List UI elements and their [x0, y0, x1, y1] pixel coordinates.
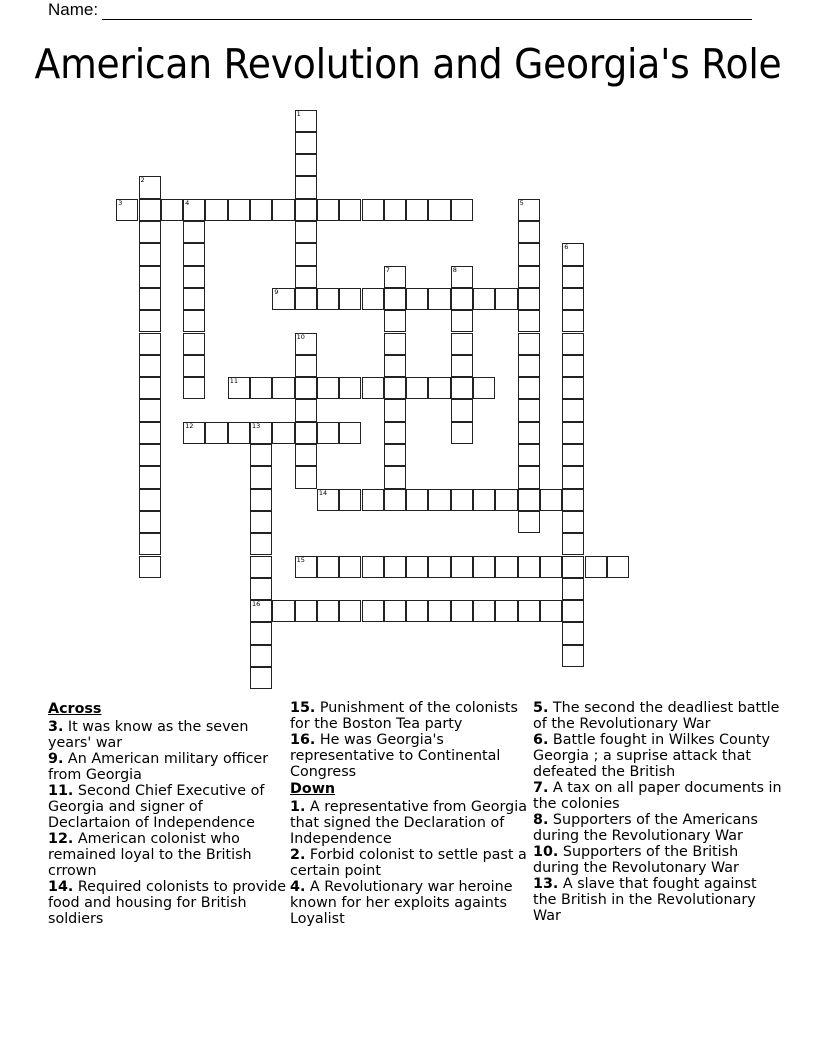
clue-item — [533, 700, 783, 732]
grid-cell[interactable] — [183, 243, 205, 265]
grid-cell[interactable] — [562, 377, 584, 399]
grid-cell[interactable] — [295, 266, 317, 288]
clue-number: 2 — [140, 176, 145, 185]
grid-cell[interactable] — [384, 355, 406, 377]
clue-number: 5. — [533, 700, 549, 716]
clue-number: 6. — [533, 732, 549, 748]
clue-text: A Revolutionary war heroine known for her exploits againts Loyalist — [290, 879, 513, 927]
grid-cell[interactable] — [250, 645, 272, 667]
clue-item — [48, 831, 288, 879]
grid-cell[interactable] — [384, 444, 406, 466]
grid-cell[interactable] — [362, 288, 384, 310]
clue-number: 2. — [290, 847, 306, 863]
grid-cell[interactable] — [518, 266, 540, 288]
clue-item — [48, 783, 288, 831]
grid-cell[interactable] — [250, 444, 272, 466]
grid-cell[interactable] — [139, 399, 161, 421]
clue-column-3 — [533, 700, 783, 924]
grid-cell[interactable] — [585, 556, 607, 578]
grid-cell[interactable] — [406, 377, 428, 399]
grid-cell[interactable] — [384, 556, 406, 578]
clue-number: 16 — [252, 600, 261, 609]
grid-cell[interactable] — [384, 333, 406, 355]
grid-cell[interactable] — [183, 422, 205, 444]
grid-cell[interactable] — [562, 333, 584, 355]
grid-cell[interactable] — [250, 667, 272, 689]
grid-cell[interactable] — [384, 489, 406, 511]
grid-cell[interactable] — [295, 399, 317, 421]
grid-cell[interactable] — [139, 422, 161, 444]
grid-cell[interactable] — [562, 288, 584, 310]
grid-cell[interactable] — [518, 288, 540, 310]
down-clues-b — [533, 700, 783, 924]
grid-cell[interactable] — [562, 266, 584, 288]
grid-cell[interactable] — [339, 377, 361, 399]
clue-number: 10. — [533, 844, 559, 860]
clue-number: 7. — [533, 780, 549, 796]
grid-cell[interactable] — [518, 310, 540, 332]
grid-cell[interactable] — [183, 377, 205, 399]
grid-cell[interactable] — [139, 221, 161, 243]
grid-cell[interactable] — [250, 466, 272, 488]
grid-cell[interactable] — [139, 489, 161, 511]
clue-text: Supporters of the British during the Revolutonary War — [533, 844, 739, 876]
clue-number: 12 — [185, 421, 194, 430]
grid-cell[interactable] — [562, 578, 584, 600]
grid-cell[interactable] — [250, 600, 272, 622]
grid-cell[interactable] — [384, 399, 406, 421]
grid-cell[interactable] — [183, 355, 205, 377]
grid-cell[interactable] — [428, 199, 450, 221]
clue-item — [290, 700, 530, 732]
clue-number: 3 — [118, 198, 123, 207]
grid-cell[interactable] — [317, 556, 339, 578]
grid-cell[interactable] — [317, 422, 339, 444]
grid-cell[interactable] — [384, 466, 406, 488]
clue-text: Second Chief Executive of Georgia and signer of Declartaion of Independence — [48, 783, 265, 831]
grid-cell[interactable] — [183, 333, 205, 355]
grid-cell[interactable] — [183, 310, 205, 332]
grid-cell[interactable] — [451, 310, 473, 332]
grid-cell[interactable] — [139, 533, 161, 555]
clue-item — [48, 719, 288, 751]
clue-item — [290, 732, 530, 780]
grid-cell[interactable] — [272, 377, 294, 399]
grid-cell[interactable] — [518, 422, 540, 444]
grid-cell[interactable] — [250, 578, 272, 600]
clue-number: 12. — [48, 831, 74, 847]
clue-text: Forbid colonist to settle past a certain point — [290, 847, 527, 879]
grid-cell[interactable] — [451, 355, 473, 377]
grid-cell[interactable] — [428, 600, 450, 622]
grid-cell[interactable] — [384, 310, 406, 332]
grid-cell[interactable] — [339, 288, 361, 310]
grid-cell[interactable] — [451, 288, 473, 310]
grid-cell[interactable] — [540, 489, 562, 511]
grid-cell[interactable] — [406, 600, 428, 622]
grid-cell[interactable] — [228, 199, 250, 221]
clue-item — [48, 751, 288, 783]
grid-cell[interactable] — [562, 511, 584, 533]
clue-column-1 — [48, 700, 288, 927]
grid-cell[interactable] — [272, 199, 294, 221]
clue-number: 11. — [48, 783, 74, 799]
clue-number: 14. — [48, 879, 74, 895]
clue-number: 16. — [290, 732, 316, 748]
grid-cell[interactable] — [451, 489, 473, 511]
clue-number: 1. — [290, 799, 306, 815]
grid-cell[interactable] — [562, 622, 584, 644]
grid-cell[interactable] — [295, 243, 317, 265]
grid-cell[interactable] — [406, 489, 428, 511]
grid-cell[interactable] — [562, 399, 584, 421]
grid-cell[interactable] — [339, 489, 361, 511]
grid-cell[interactable] — [250, 556, 272, 578]
clue-text: Supporters of the Americans during the Revolutionary War — [533, 812, 758, 844]
grid-cell[interactable] — [384, 266, 406, 288]
grid-cell[interactable] — [518, 489, 540, 511]
clue-number: 5 — [519, 198, 524, 207]
clue-item — [290, 799, 530, 847]
grid-cell[interactable] — [518, 355, 540, 377]
grid-cell[interactable] — [250, 622, 272, 644]
grid-cell[interactable] — [384, 600, 406, 622]
clue-number: 15 — [296, 555, 305, 564]
grid-cell[interactable] — [428, 556, 450, 578]
grid-cell[interactable] — [272, 422, 294, 444]
grid-cell[interactable] — [518, 466, 540, 488]
grid-cell[interactable] — [228, 377, 250, 399]
clue-number: 10 — [296, 332, 305, 341]
grid-cell[interactable] — [562, 466, 584, 488]
clue-item — [533, 732, 783, 780]
grid-cell[interactable] — [384, 422, 406, 444]
grid-cell[interactable] — [250, 489, 272, 511]
grid-cell[interactable] — [228, 422, 250, 444]
down-heading: Down — [290, 781, 336, 797]
grid-cell[interactable] — [562, 645, 584, 667]
grid-cell[interactable] — [183, 199, 205, 221]
grid-cell[interactable] — [205, 199, 227, 221]
grid-cell[interactable] — [384, 199, 406, 221]
grid-cell[interactable] — [384, 288, 406, 310]
grid-cell[interactable] — [295, 333, 317, 355]
grid-cell[interactable] — [473, 489, 495, 511]
grid-cell[interactable] — [518, 243, 540, 265]
grid-cell[interactable] — [139, 466, 161, 488]
grid-cell[interactable] — [295, 132, 317, 154]
grid-cell[interactable] — [362, 600, 384, 622]
grid-cell[interactable] — [339, 556, 361, 578]
grid-cell[interactable] — [139, 199, 161, 221]
grid-cell[interactable] — [295, 221, 317, 243]
grid-cell[interactable] — [317, 600, 339, 622]
grid-cell[interactable] — [518, 511, 540, 533]
grid-cell[interactable] — [139, 310, 161, 332]
grid-cell[interactable] — [495, 288, 517, 310]
clue-item — [533, 876, 783, 924]
clue-number: 13 — [252, 421, 261, 430]
grid-cell[interactable] — [518, 221, 540, 243]
clue-item — [48, 879, 288, 927]
grid-cell[interactable] — [562, 310, 584, 332]
grid-cell[interactable] — [562, 355, 584, 377]
clue-text: A slave that fought against the British in the Revolutionary War — [533, 876, 757, 924]
down-clues-a — [290, 799, 530, 927]
grid-cell[interactable] — [295, 444, 317, 466]
grid-cell[interactable] — [205, 422, 227, 444]
clue-text: It was know as the seven years' war — [48, 719, 249, 751]
grid-cell[interactable] — [139, 444, 161, 466]
clue-item — [533, 780, 783, 812]
grid-cell[interactable] — [451, 422, 473, 444]
grid-cell[interactable] — [317, 288, 339, 310]
grid-cell[interactable] — [339, 422, 361, 444]
grid-cell[interactable] — [451, 199, 473, 221]
clue-column-2 — [290, 700, 530, 927]
grid-cell[interactable] — [139, 243, 161, 265]
grid-cell[interactable] — [428, 489, 450, 511]
grid-cell[interactable] — [161, 199, 183, 221]
clue-text: Punishment of the colonists for the Boston Tea party — [290, 700, 518, 732]
grid-cell[interactable] — [495, 489, 517, 511]
grid-cell[interactable] — [295, 556, 317, 578]
grid-cell[interactable] — [139, 355, 161, 377]
clue-number: 8 — [452, 265, 457, 274]
grid-cell[interactable] — [250, 511, 272, 533]
grid-cell[interactable] — [339, 600, 361, 622]
grid-cell[interactable] — [562, 489, 584, 511]
grid-cell[interactable] — [362, 556, 384, 578]
clue-text: A representative from Georgia that signed the Declaration of Independence — [290, 799, 527, 847]
grid-cell[interactable] — [562, 533, 584, 555]
clue-item — [533, 844, 783, 876]
grid-cell[interactable] — [295, 422, 317, 444]
grid-cell[interactable] — [295, 377, 317, 399]
grid-cell[interactable] — [451, 600, 473, 622]
grid-cell[interactable] — [451, 266, 473, 288]
grid-cell[interactable] — [562, 444, 584, 466]
grid-cell[interactable] — [250, 422, 272, 444]
grid-cell[interactable] — [295, 154, 317, 176]
grid-cell[interactable] — [518, 600, 540, 622]
grid-cell[interactable] — [295, 110, 317, 132]
grid-cell[interactable] — [518, 333, 540, 355]
across-clues-b — [290, 700, 530, 780]
clue-number: 3. — [48, 719, 64, 735]
grid-cell[interactable] — [495, 556, 517, 578]
grid-cell[interactable] — [139, 333, 161, 355]
grid-cell[interactable] — [295, 600, 317, 622]
grid-cell[interactable] — [428, 377, 450, 399]
grid-cell[interactable] — [116, 199, 138, 221]
grid-cell[interactable] — [362, 377, 384, 399]
grid-cell[interactable] — [295, 288, 317, 310]
grid-cell[interactable] — [451, 377, 473, 399]
grid-cell[interactable] — [317, 489, 339, 511]
clue-number: 8. — [533, 812, 549, 828]
grid-cell[interactable] — [139, 377, 161, 399]
clue-number: 13. — [533, 876, 559, 892]
grid-cell[interactable] — [139, 176, 161, 198]
across-heading: Across — [48, 701, 102, 717]
clue-number: 1 — [296, 109, 301, 118]
grid-cell[interactable] — [540, 600, 562, 622]
clue-number: 9 — [274, 287, 279, 296]
grid-cell[interactable] — [295, 176, 317, 198]
grid-cell[interactable] — [272, 600, 294, 622]
page-title: American Revolution and Georgia's Role — [34, 40, 782, 88]
grid-cell[interactable] — [183, 288, 205, 310]
clue-number: 14 — [318, 488, 328, 497]
across-clues-a — [48, 719, 288, 927]
grid-cell[interactable] — [540, 556, 562, 578]
grid-cell[interactable] — [451, 556, 473, 578]
clue-text: American colonist who remained loyal to the British crrown — [48, 831, 252, 879]
clue-text: The second the deadliest battle of the Revolutionary War — [533, 700, 780, 732]
grid-cell[interactable] — [562, 422, 584, 444]
clue-item — [290, 847, 530, 879]
grid-cell[interactable] — [518, 377, 540, 399]
grid-cell[interactable] — [139, 288, 161, 310]
grid-cell[interactable] — [139, 556, 161, 578]
clue-text: An American military officer from Georgia — [48, 751, 269, 783]
grid-cell[interactable] — [250, 377, 272, 399]
grid-cell[interactable] — [317, 377, 339, 399]
grid-cell[interactable] — [428, 288, 450, 310]
grid-cell[interactable] — [473, 556, 495, 578]
grid-cell[interactable] — [362, 199, 384, 221]
grid-cell[interactable] — [139, 511, 161, 533]
name-label: Name: — [48, 0, 99, 19]
grid-cell[interactable] — [183, 266, 205, 288]
grid-cell[interactable] — [295, 199, 317, 221]
grid-cell[interactable] — [317, 199, 339, 221]
clue-text: He was Georgia's representative to Continental Congress — [290, 732, 501, 780]
grid-cell[interactable] — [562, 243, 584, 265]
clue-number: 4. — [290, 879, 306, 895]
grid-cell[interactable] — [406, 288, 428, 310]
grid-cell[interactable] — [406, 556, 428, 578]
grid-cell[interactable] — [250, 199, 272, 221]
grid-cell[interactable] — [562, 556, 584, 578]
grid-cell[interactable] — [250, 533, 272, 555]
grid-cell[interactable] — [518, 556, 540, 578]
grid-cell[interactable] — [473, 288, 495, 310]
grid-cell[interactable] — [362, 489, 384, 511]
grid-cell[interactable] — [473, 600, 495, 622]
grid-cell[interactable] — [295, 355, 317, 377]
clue-text: Battle fought in Wilkes County Georgia ; a suprise attack that defeated the British — [533, 732, 770, 780]
grid-cell[interactable] — [339, 199, 361, 221]
clue-number: 11 — [229, 377, 238, 386]
grid-cell[interactable] — [495, 600, 517, 622]
clue-text: Required colonists to provide food and housing for British soldiers — [48, 879, 287, 927]
clue-item — [290, 879, 530, 927]
clue-number: 6 — [564, 243, 569, 252]
grid-cell[interactable] — [473, 377, 495, 399]
grid-cell[interactable] — [451, 399, 473, 421]
clue-number: 9. — [48, 751, 64, 767]
grid-cell[interactable] — [518, 444, 540, 466]
grid-cell[interactable] — [295, 466, 317, 488]
grid-cell[interactable] — [183, 221, 205, 243]
grid-cell[interactable] — [451, 333, 473, 355]
grid-cell[interactable] — [406, 199, 428, 221]
grid-cell[interactable] — [384, 377, 406, 399]
clue-item — [533, 812, 783, 844]
grid-cell[interactable] — [607, 556, 629, 578]
grid-cell[interactable] — [272, 288, 294, 310]
clue-number: 15. — [290, 700, 316, 716]
clue-text: A tax on all paper documents in the colonies — [533, 780, 782, 812]
clue-number: 4 — [185, 198, 190, 207]
grid-cell[interactable] — [518, 399, 540, 421]
grid-cell[interactable] — [562, 600, 584, 622]
grid-cell[interactable] — [139, 266, 161, 288]
grid-cell[interactable] — [518, 199, 540, 221]
clue-number: 7 — [385, 265, 390, 274]
